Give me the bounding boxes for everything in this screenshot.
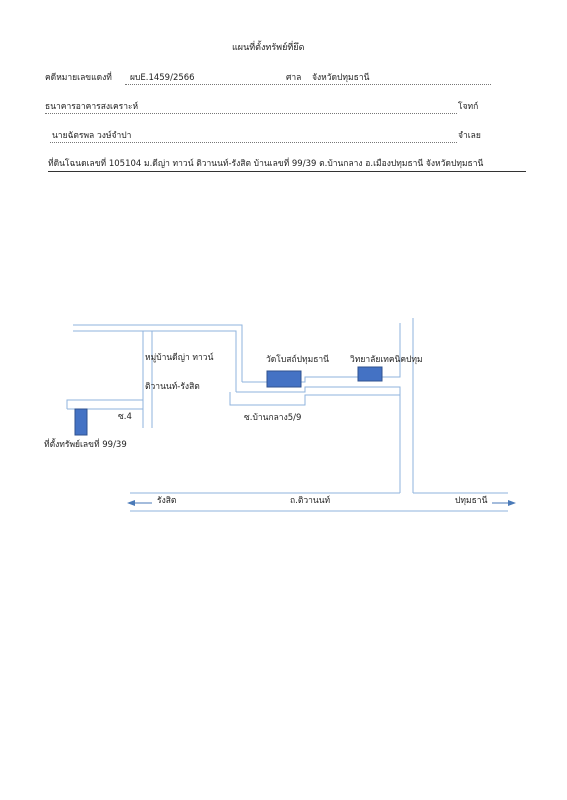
road-left-upper xyxy=(67,400,143,409)
pathumthani-label: ปทุมธานี xyxy=(455,496,488,506)
court-name: จังหวัดปทุมธานี xyxy=(312,73,370,83)
property-description: ที่ดินโฉนดเลขที่ 105104 ม.ดีญ่า ทาวน์ ติวานนท์-รังสิต บ้านเลขที่ 99/39 ต.บ้านกลาง อ.เมืองปทุมธานี จังหวัดปทุมธานี xyxy=(48,159,484,169)
case-number: ผบE.1459/2566 xyxy=(130,73,195,83)
road-banklang xyxy=(230,392,400,405)
college-marker xyxy=(358,367,382,381)
property-marker xyxy=(75,409,87,435)
defendant-role: จำเลย xyxy=(458,131,481,141)
case-label: คดีหมายเลขแดงที่ xyxy=(45,73,112,83)
arrow-left-icon xyxy=(127,500,135,506)
soi-banklang-label: ซ.บ้านกลาง5/9 xyxy=(244,413,302,423)
plaintiff-role: โจทก์ xyxy=(458,102,479,112)
soi-4-label: ซ.4 xyxy=(118,412,132,422)
property-label: ที่ตั้งทรัพย์เลขที่ 99/39 xyxy=(44,440,127,450)
temple-marker xyxy=(267,371,301,387)
temple-label: วัดโบสถ์ปทุมธานี xyxy=(266,355,329,365)
page-title: แผนที่ตั้งทรัพย์ที่ยึด xyxy=(232,43,305,53)
tiwanon-road-label: ถ.ติวานนท์ xyxy=(290,496,331,506)
arrow-right-icon xyxy=(508,500,516,506)
village-label-line2: ติวานนท์-รังสิต xyxy=(145,382,200,392)
court-label: ศาล xyxy=(286,73,302,83)
defendant-name: นายฉัตรพล วงษ์จำปา xyxy=(52,131,132,141)
rangsit-label: รังสิต xyxy=(157,496,177,506)
college-label: วิทยาลัยเทคนิคปทุม xyxy=(350,355,423,365)
plaintiff-name: ธนาคารอาคารสงเคราะห์ xyxy=(45,102,139,112)
road-temple-lower xyxy=(236,387,400,493)
village-label-line1: หมู่บ้านดีญ่า ทาวน์ xyxy=(145,353,214,363)
